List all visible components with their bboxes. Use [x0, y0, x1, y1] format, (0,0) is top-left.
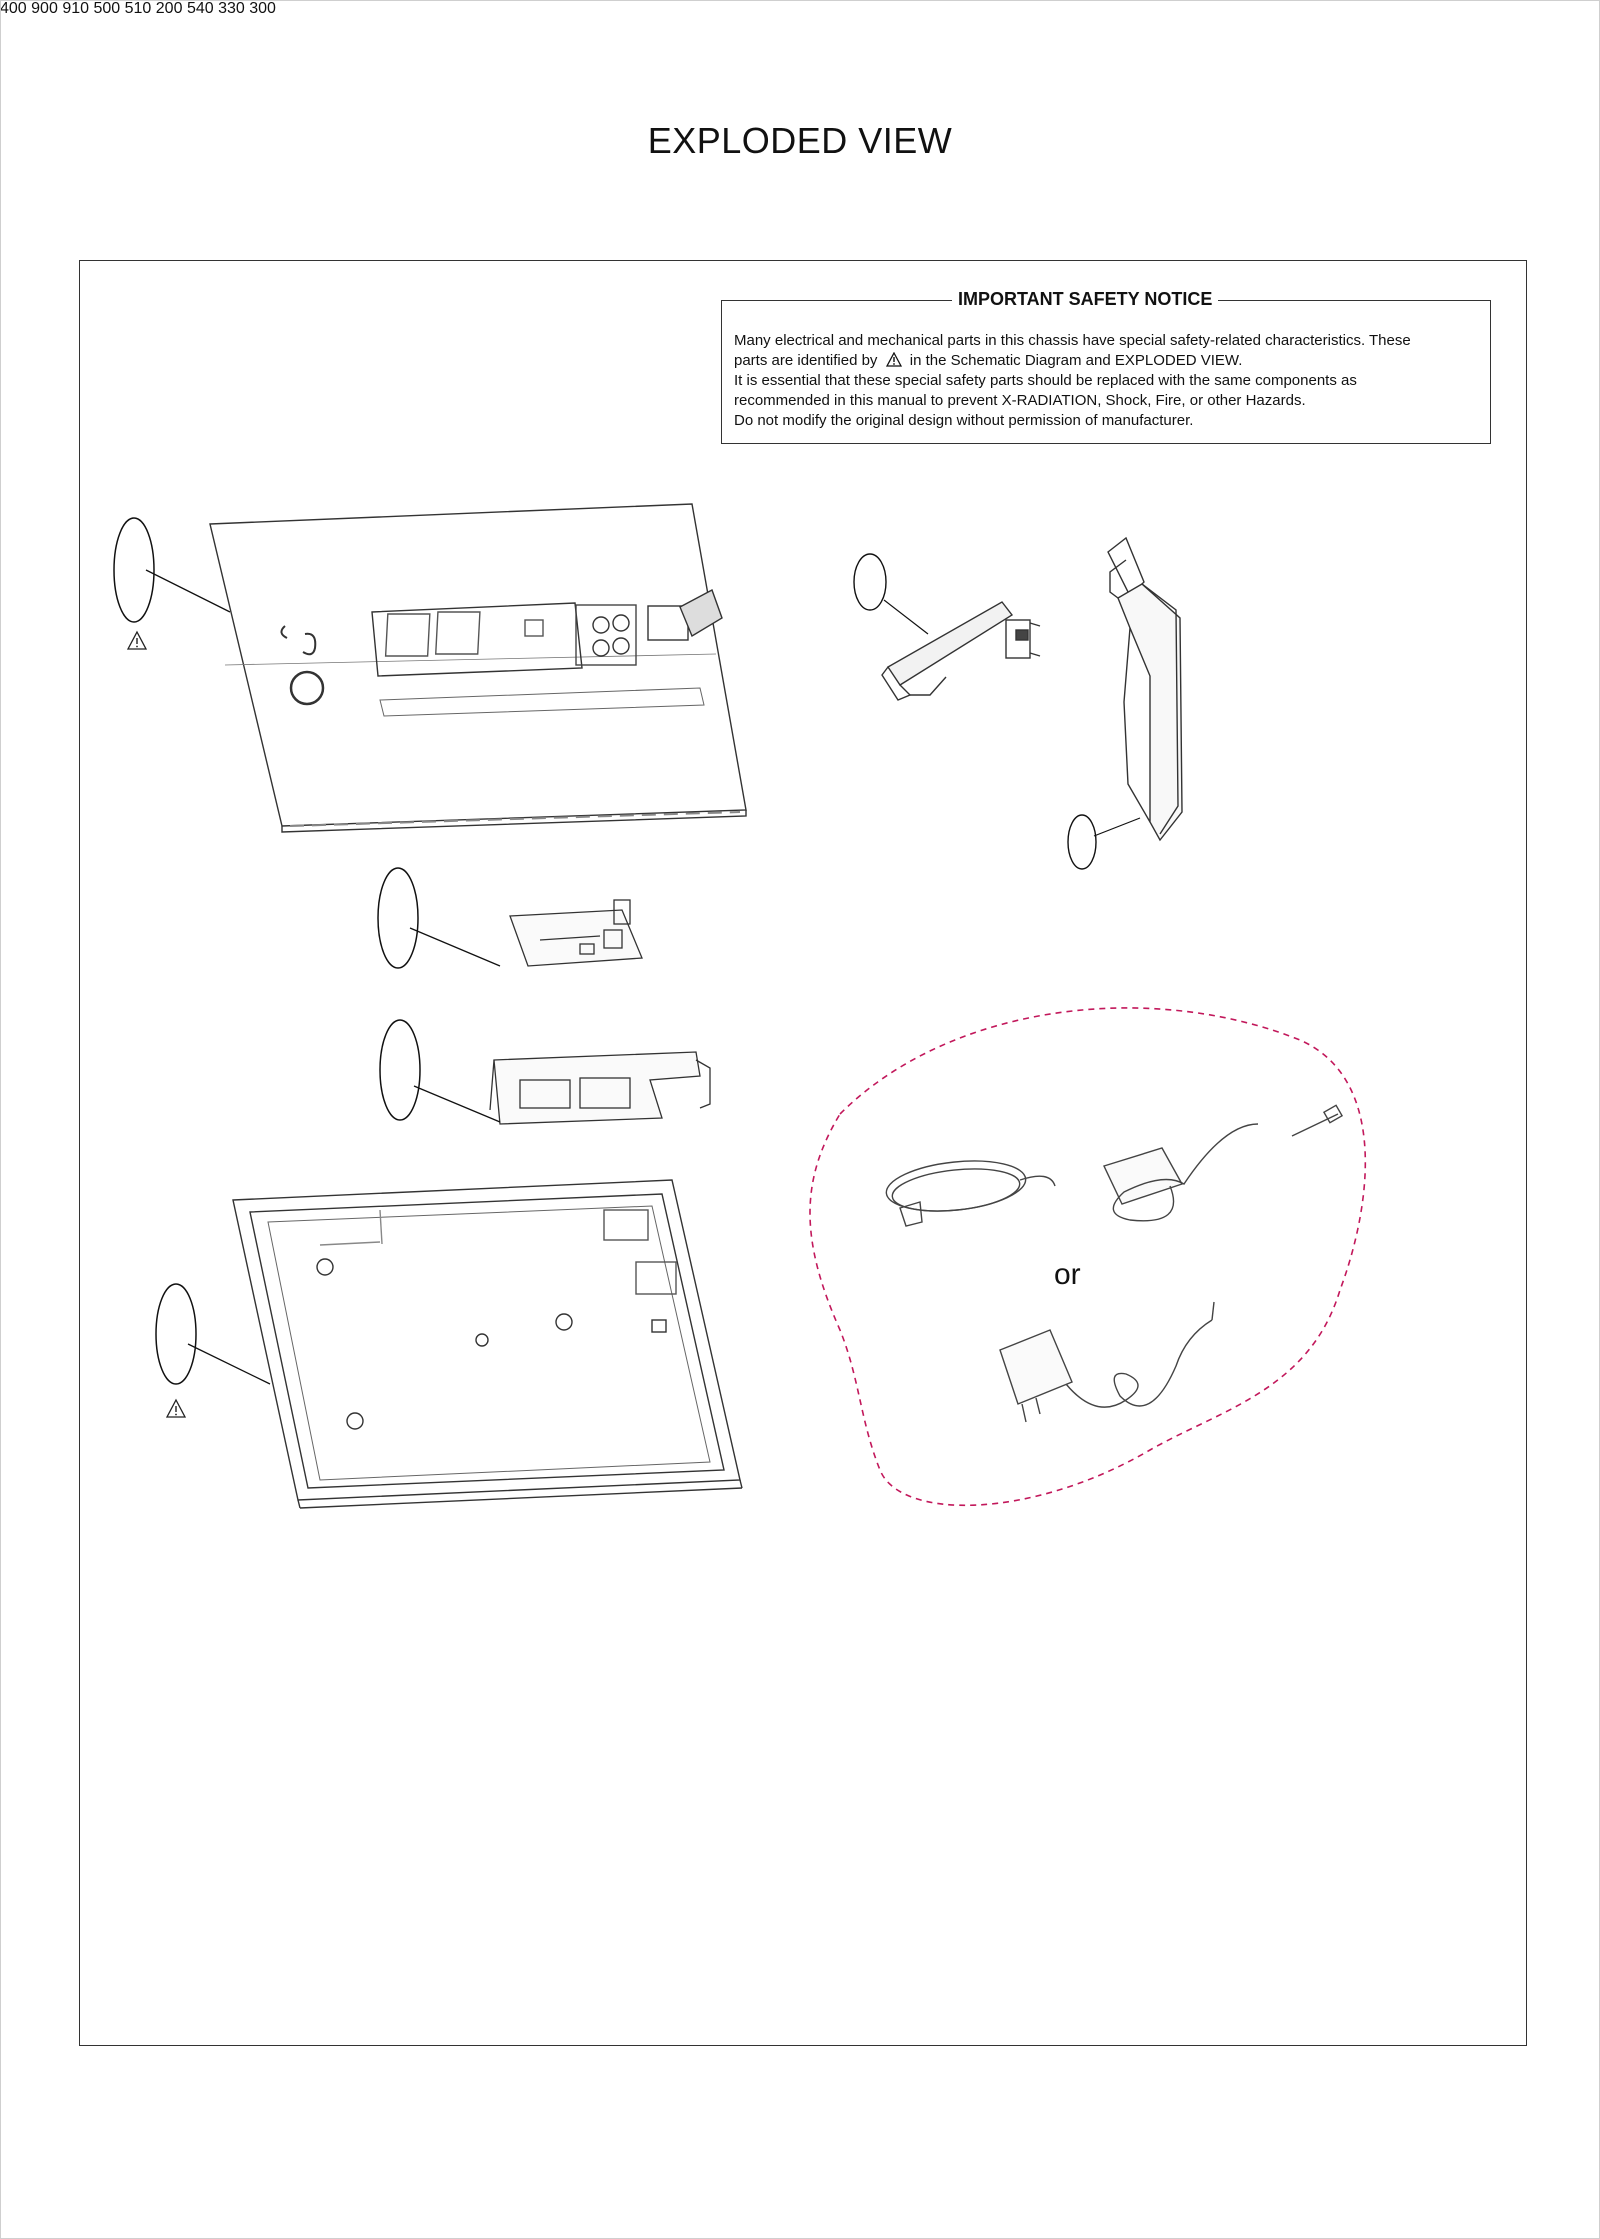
- callout-label-910: 910: [62, 0, 90, 17]
- part-500-callout: [378, 868, 500, 968]
- callout-label-500: 500: [93, 0, 121, 17]
- page-title: EXPLODED VIEW: [647, 120, 953, 161]
- notice-line: Many electrical and mechanical parts in this chassis have special safety-related characteristics. These: [734, 332, 1411, 349]
- callout-label-200: 200: [155, 0, 183, 17]
- safety-warning-icon: [128, 632, 146, 649]
- part-540-power-adapter-group: [810, 1008, 1365, 1505]
- callout-label-300: 300: [249, 0, 276, 17]
- safety-notice-title: IMPORTANT SAFETY NOTICE: [952, 289, 1218, 310]
- part-910-stand: [1108, 538, 1182, 840]
- part-910-callout: [1068, 815, 1140, 869]
- part-510-callout: [380, 1020, 500, 1122]
- alternative-label: or: [1054, 1258, 1081, 1291]
- part-510-bracket: [490, 1052, 710, 1124]
- part-900-callout: [854, 554, 928, 634]
- callout-label-540: 540: [186, 0, 214, 17]
- part-500-board: [510, 900, 642, 966]
- part-400-back-cover: [210, 504, 746, 832]
- notice-line: recommended in this manual to prevent X-RADIATION, Shock, Fire, or other Hazards.: [734, 392, 1306, 409]
- callout-label-900: 900: [31, 0, 58, 17]
- part-200-middle-frame: [233, 1180, 742, 1508]
- notice-line-part: parts are identified by: [734, 352, 878, 369]
- callout-label-400: 400: [0, 0, 27, 17]
- part-200-callout: [156, 1284, 270, 1417]
- callout-label-330: 330: [218, 0, 245, 17]
- safety-warning-icon: [167, 1400, 185, 1417]
- callout-label-510: 510: [124, 0, 152, 17]
- notice-line: Do not modify the original design without permission of manufacturer.: [734, 412, 1194, 429]
- notice-line: It is essential that these special safety parts should be replaced with the same components as: [734, 372, 1357, 389]
- notice-line-part: in the Schematic Diagram and EXPLODED VIEW.: [909, 352, 1243, 369]
